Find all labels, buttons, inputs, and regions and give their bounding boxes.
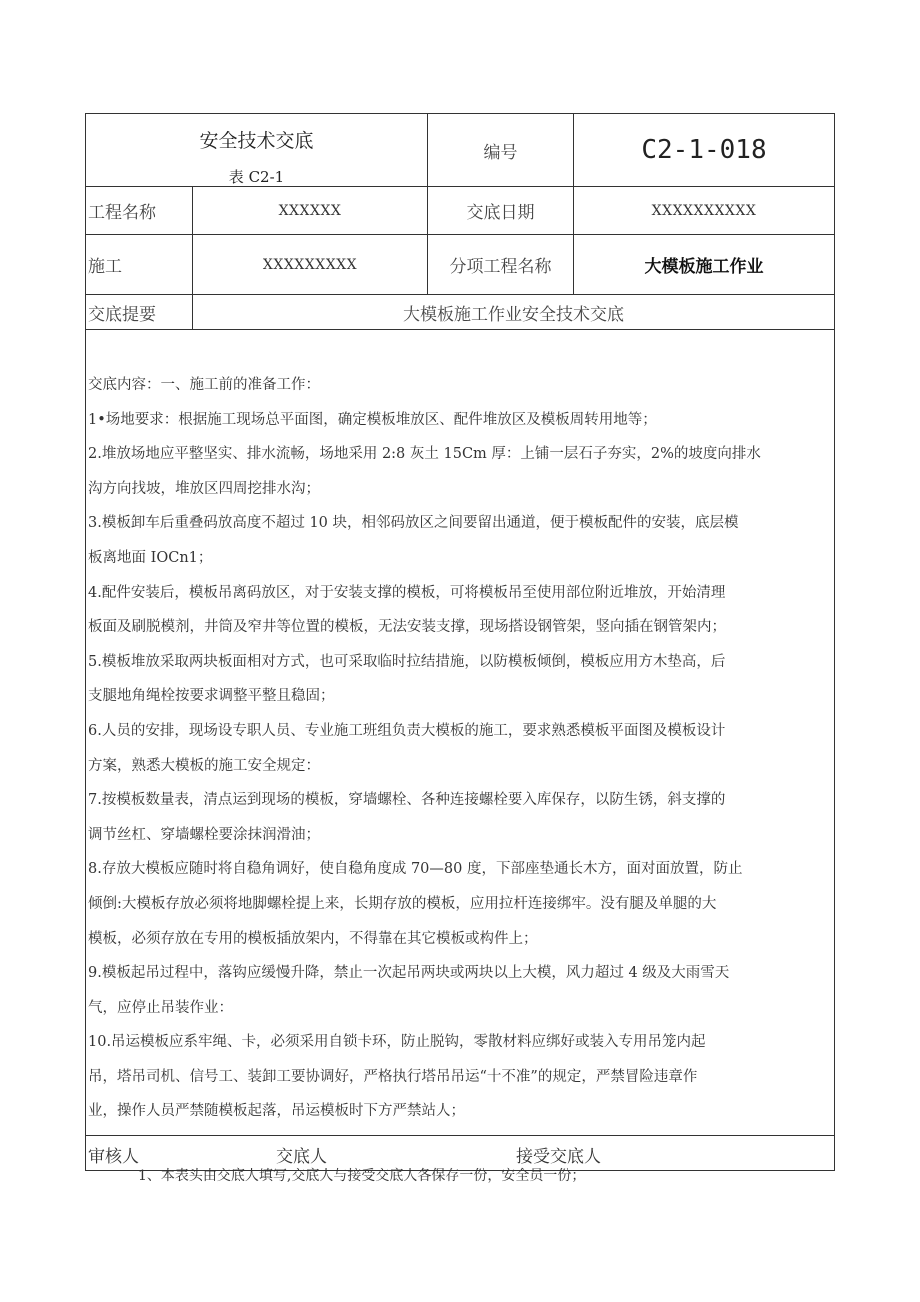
content-line: 3.模板卸车后重叠码放高度不超过 10 块，相邻码放区之间要留出通道，便于模板配件的安装，底层模	[88, 515, 739, 532]
number-label: 编号	[428, 114, 574, 187]
content-line: 4.配件安装后，模板吊离码放区，对于安装支撑的模板，可将模板吊至使用部位附近堆放，开始清理	[88, 584, 726, 601]
summary-value: 大模板施工作业安全技术交底	[193, 295, 835, 330]
construction-value: XXXXXXXXX	[193, 235, 428, 295]
content-line: 2.堆放场地应平整坚实、排水流畅，场地采用 2:8 灰土 15Cm 厚：上铺一层石子夯实，2%的坡度向排水	[88, 446, 761, 463]
content-line: 倾倒:大模板存放必须将地脚螺栓提上来，长期存放的模板，应用拉杆连接绑牢。没有腿及单腿的大	[88, 895, 717, 912]
project-name-value: XXXXXX	[193, 187, 428, 235]
content-line: 模板，必须存放在专用的模板插放架内，不得靠在其它模板或构件上；	[88, 930, 538, 947]
content-line: 板离地面 IOCn1；	[88, 549, 213, 566]
number-value: C2-1-018	[574, 114, 835, 187]
title-cell	[86, 114, 428, 187]
content-line: 交底内容：一、施工前的准备工作：	[88, 377, 320, 393]
content-line: 吊，塔吊司机、信号工、装卸工要协调好，严格执行塔吊吊运“十不准”的规定，严禁冒险违章作	[88, 1068, 698, 1085]
content-line: 气，应停止吊装作业：	[88, 999, 233, 1016]
content-line: 9.模板起吊过程中，落钩应缓慢升降，禁止一次起吊两块或两块以上大模，风力超过 4 级及大雨雪天	[88, 965, 730, 982]
content-line: 6.人员的安排，现场设专职人员、专业施工班组负责大模板的施工，要求熟悉模板平面图及模板设计	[88, 722, 726, 739]
content-line: 8.存放大模板应随时将自稳角调好，使自稳角度成 70—80 度，下部座垫通长木方，面对面放置，防止	[88, 861, 743, 878]
project-name-label: 工程名称	[86, 187, 193, 235]
date-label: 交底日期	[428, 187, 574, 235]
sub-project-value: 大模板施工作业	[574, 235, 835, 295]
form-title: 安全技术交底	[199, 130, 314, 152]
date-value: XXXXXXXXXX	[574, 187, 835, 235]
content-line: 10.吊运模板应系牢绳、卡，必须采用自锁卡环，防止脱钩，零散材料应绑好或装入专用吊笼内起	[88, 1034, 706, 1051]
content-line: 方案，熟悉大模板的施工安全规定：	[88, 757, 320, 774]
content-line: 7.按模板数量表，清点运到现场的模板，穿墙螺栓、各种连接螺栓要入库保存，以防生锈，斜支撑的	[88, 792, 726, 809]
content-line: 板面及刷脱模剂，井筒及窄井等位置的模板，无法安装支撑，现场搭设钢管架，竖向插在钢管架内；	[88, 619, 726, 636]
content-line: 1•场地要求：根据施工现场总平面图，确定模板堆放区、配件堆放区及模板周转用地等；	[88, 411, 657, 428]
sub-project-label: 分项工程名称	[428, 235, 574, 295]
form-number: 表 C2-1	[228, 168, 285, 186]
content-line: 沟方向找坡，堆放区四周挖排水沟；	[88, 480, 320, 497]
content-line: 支腿地角绳栓按要求调整平整且稳固；	[88, 688, 335, 705]
reviewer-label: 审核人	[88, 1147, 139, 1168]
construction-label: 施工	[86, 235, 193, 295]
summary-label: 交底提要	[86, 295, 193, 330]
content-line: 5.模板堆放采取两块板面相对方式，也可采取临时拉结措施，以防模板倾倒，模板应用方木垫高，后	[88, 653, 726, 670]
briefing-content	[86, 330, 835, 1136]
safety-briefing-form	[85, 113, 835, 1171]
receiver-label: 接受交底人	[516, 1147, 601, 1168]
footnote: 1、本表头由交底人填写,交底人与接受交底人各保存一份，安全员一份；	[138, 1168, 586, 1184]
presenter-label: 交底人	[276, 1147, 327, 1168]
content-line: 调节丝杠、穿墙螺栓要涂抹润滑油；	[88, 826, 320, 843]
content-line: 业，操作人员严禁随模板起落，吊运模板时下方严禁站人；	[88, 1103, 465, 1120]
